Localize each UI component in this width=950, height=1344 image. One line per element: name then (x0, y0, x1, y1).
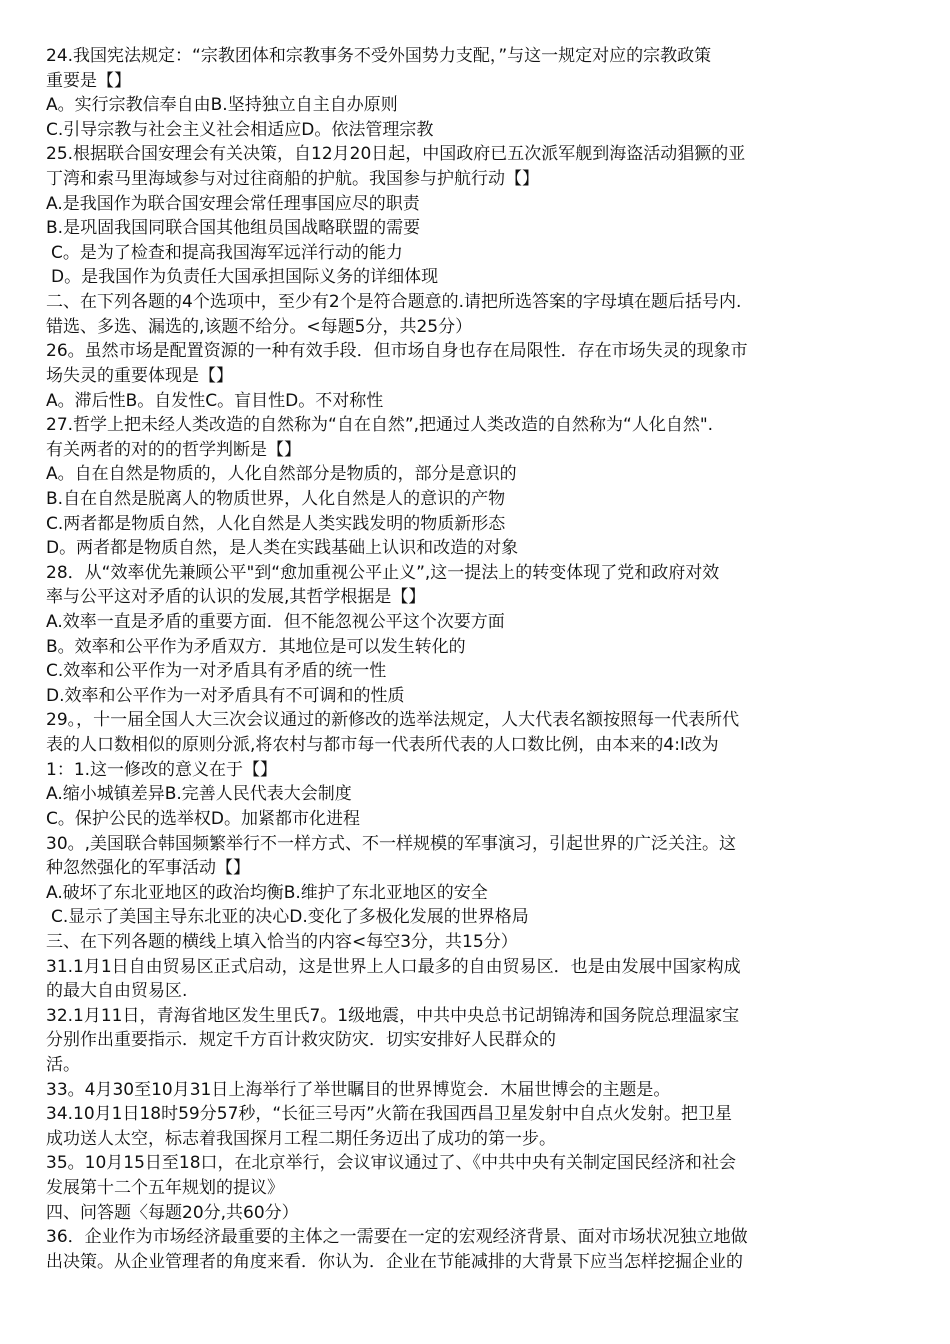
q28-stem-line-1: 28．从“效率优先兼顾公平"到“愈加重视公平止义”,这一提法上的转变体现了党和政府对效 (46, 562, 720, 583)
q29-stem-line-2: 表的人口数相似的原则分派,将农村与都市每一代表所代表的人口数比例，由本来的4:l改为 (46, 735, 719, 756)
q27-option-d: D。两者都是物质自然，是人类在实践基础上认识和改造的对象 (46, 538, 519, 559)
q27-option-c: C.两者都是物质自然，人化自然是人类实践发明的物质新形态 (46, 513, 506, 534)
q28-option-c: C.效率和公平作为一对矛盾具有矛盾的统一性 (46, 661, 387, 682)
q32-line-2: 分别作出重要指示．规定千方百计救灾防灾．切实安排好人民群众的 (46, 1030, 556, 1051)
q35-line-1: 35。10月15日至18口，在北京举行，会议审议通过了、《中共中央有关制定国民经济和社会 (46, 1153, 737, 1174)
q28-stem-line-2: 率与公平这对矛盾的认识的发展,其哲学根据是【】 (46, 587, 426, 608)
q27-stem-line-2: 有关两者的对的的哲学判断是【】 (46, 439, 301, 460)
q25-option-c: C。是为了检查和提高我国海军远洋行动的能力 (51, 242, 403, 263)
q24-options-ab: A。实行宗教信奉自由B.坚持独立自主自办原则 (46, 95, 398, 116)
q24-stem-line-1: 24.我国宪法规定：“宗教团体和宗教事务不受外国势力支配，”与这一规定对应的宗教政策 (46, 46, 712, 66)
q25-option-b: B.是巩固我国同联合国其他组员国战略联盟的需要 (46, 218, 421, 239)
q26-options: A。滞后性B。自发性C。盲目性D。不对称性 (46, 390, 384, 411)
q34-line-2: 成功送人太空，标志着我国探月工程二期任务迈出了成功的第一步。 (46, 1128, 556, 1149)
q32-line-3: 活。 (46, 1054, 80, 1075)
q25-stem-line-1: 25.根据联合国安理会有关决策，自12月20日起，中国政府已五次派军舰到海盗活动猖獗的亚 (46, 144, 746, 165)
section-3-heading: 三、在下列各题的横线上填入恰当的内容<每空3分，共15分） (46, 931, 518, 952)
q29-options-ab: A.缩小城镇差异B.完善人民代表大会制度 (46, 784, 352, 805)
section-4-heading: 四、问答题〈每题20分,共60分） (46, 1202, 299, 1223)
q29-stem-line-1: 29。，十一届全国人大三次会议通过的新修改的选举法规定，人大代表名额按照每一代表所代 (46, 710, 740, 731)
q28-option-a: A.效率一直是矛盾的重要方面．但不能忽视公平这个次要方面 (46, 612, 505, 633)
q34-line-1: 34.10月1日18时59分57秒，“长征三号丙”火箭在我国西昌卫星发射中自点火发射。把卫星 (46, 1104, 732, 1125)
q27-option-b: B.自在自然是脱离人的物质世界，人化自然是人的意识的产物 (46, 488, 506, 509)
q24-options-cd: C.引导宗教与社会主义社会相适应D。依法管理宗教 (46, 119, 434, 140)
section-2-heading-line-1: 二、在下列各题的4个选项中，至少有2个是符合题意的.请把所选答案的字母填在题后括号内. (46, 292, 742, 313)
q30-stem-line-2: 种忽然强化的军事活动【】 (46, 858, 250, 879)
q32-line-1: 32.1月11日，青海省地区发生里氏7。1级地震，中共中央总书记胡锦涛和国务院总理温家宝 (46, 1005, 740, 1026)
section-2-heading-line-2: 错选、多选、漏选的,该题不给分。<每题5分，共25分） (46, 316, 473, 337)
q31-line-2: 的最大自由贸易区. (46, 981, 188, 1002)
q24-stem-line-2: 重要是【】 (46, 70, 131, 91)
q26-stem-line-2: 场失灵的重要体现是【】 (46, 365, 233, 386)
q29-options-cd: C。保护公民的选举权D。加紧都市化进程 (46, 808, 360, 829)
q30-options-ab: A.破坏了东北亚地区的政治均衡B.维护了东北亚地区的安全 (46, 882, 488, 903)
q30-stem-line-1: 30。,美国联合韩国频繁举行不一样方式、不一样规模的军事演习，引起世界的广泛关注。这 (46, 833, 737, 854)
q26-stem-line-1: 26。虽然市场是配置资源的一种有效手段．但市场自身也存在局限性．存在市场失灵的现象市 (46, 341, 748, 362)
q28-option-b: B。效率和公平作为矛盾双方．其地位是可以发生转化的 (46, 636, 466, 657)
q36-line-1: 36．企业作为市场经济最重要的主体之一需要在一定的宏观经济背景、面对市场状况独立地做 (46, 1227, 748, 1248)
q25-stem-line-2: 丁湾和索马里海域参与对过往商船的护航。我国参与护航行动【】 (46, 169, 539, 190)
q27-stem-line-1: 27.哲学上把未经人类改造的自然称为“自在自然”,把通过人类改造的自然称为“人化自然". (46, 415, 714, 436)
q36-line-2: 出决策。从企业管理者的角度来看．你认为．企业在节能减排的大背景下应当怎样挖掘企业的 (46, 1251, 743, 1272)
q25-option-d: D。是我国作为负责任大国承担国际义务的详细体现 (51, 267, 439, 288)
q33-line: 33。4月30至10月31日上海举行了举世瞩目的世界博览会．木届世博会的主题是。 (46, 1079, 671, 1100)
q27-option-a: A。自在自然是物质的，人化自然部分是物质的，部分是意识的 (46, 464, 517, 485)
q29-stem-line-3: 1：1.这一修改的意义在于【】 (46, 759, 278, 780)
q35-line-2: 发展第十二个五年规划的提议》 (46, 1178, 284, 1199)
q31-line-1: 31.1月1日自由贸易区正式启动，这是世界上人口最多的自由贸易区．也是由发展中国家构成 (46, 956, 741, 977)
q25-option-a: A.是我国作为联合国安理会常任理事国应尽的职责 (46, 193, 420, 214)
q28-option-d: D.效率和公平作为一对矛盾具有不可调和的性质 (46, 685, 405, 706)
q30-options-cd: C.显示了美国主导东北亚的决心D.变化了多极化发展的世界格局 (51, 907, 529, 928)
